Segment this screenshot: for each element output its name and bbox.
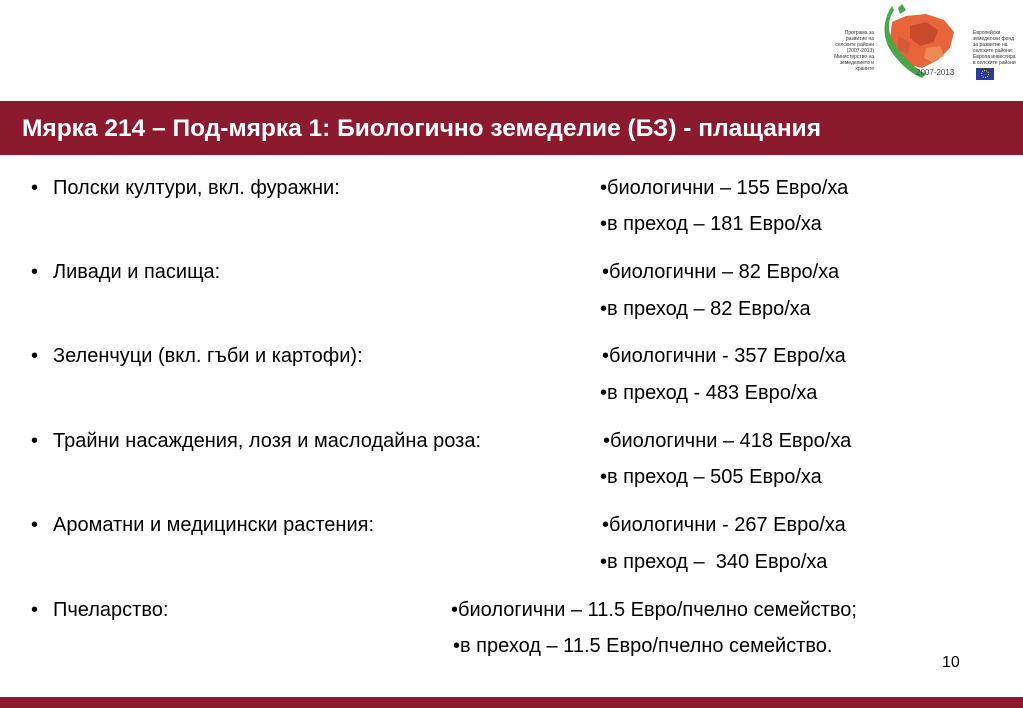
transition-rate: •в преход – 340 Евро/ха [600,551,828,573]
list-item-label [31,430,481,453]
organic-rate: •биологични – 155 Евро/ха [600,177,849,199]
organic-rate: •биологични - 267 Евро/ха [602,514,846,536]
item-label-text: Ливади и пасища: [53,261,221,283]
logo-text-left: Програма за развитие на селските райони (2007-2013) Министерство на земеделието и храните [834,30,874,72]
organic-rate: •биологични – 82 Евро/ха [602,261,840,283]
item-label-text: Полски култури, вкл. фуражни: [53,177,340,199]
organic-rate: •биологични - 357 Евро/ха [602,345,846,367]
programme-logo [826,2,1016,92]
bullet-icon: • [31,599,39,621]
page-number: 10 [942,654,960,671]
eu-flag-icon [976,68,994,80]
slide-title: Мярка 214 – Под-мярка 1: Биологично земеделие (БЗ) - плащания [22,115,822,142]
list-item-label [31,261,220,284]
logo-years: 2007-2013 [916,68,955,77]
bullet-icon: • [31,345,39,367]
list-item-label [31,177,340,200]
organic-rate: •биологични – 418 Евро/ха [603,430,852,452]
item-label-text: Зеленчуци (вкл. гъби и картофи): [53,345,363,367]
transition-rate: •в преход – 11.5 Евро/пчелно семейство. [453,635,833,657]
transition-rate: •в преход - 483 Евро/ха [600,382,818,404]
bullet-icon: • [31,430,39,452]
bullet-icon: • [31,261,39,283]
logo-text-right: Европейски земеделски фонд за развитие на селските райони: Европа инвестира в селските райони [973,30,1016,66]
bullet-icon: • [31,177,39,199]
transition-rate: •в преход – 505 Евро/ха [600,466,822,488]
list-item-label [31,345,363,368]
bottom-bar [0,697,1023,708]
organic-rate: •биологични – 11.5 Евро/пчелно семейство; [451,599,857,621]
list-item-label [31,514,374,537]
list-item-label [31,599,168,622]
transition-rate: •в преход – 181 Евро/ха [600,213,822,235]
item-label-text: Трайни насаждения, лозя и маслодайна роза: [53,430,481,452]
transition-rate: •в преход – 82 Евро/ха [600,298,811,320]
bullet-icon: • [31,514,39,536]
item-label-text: Пчеларство: [53,599,169,621]
item-label-text: Ароматни и медицински растения: [53,514,375,536]
